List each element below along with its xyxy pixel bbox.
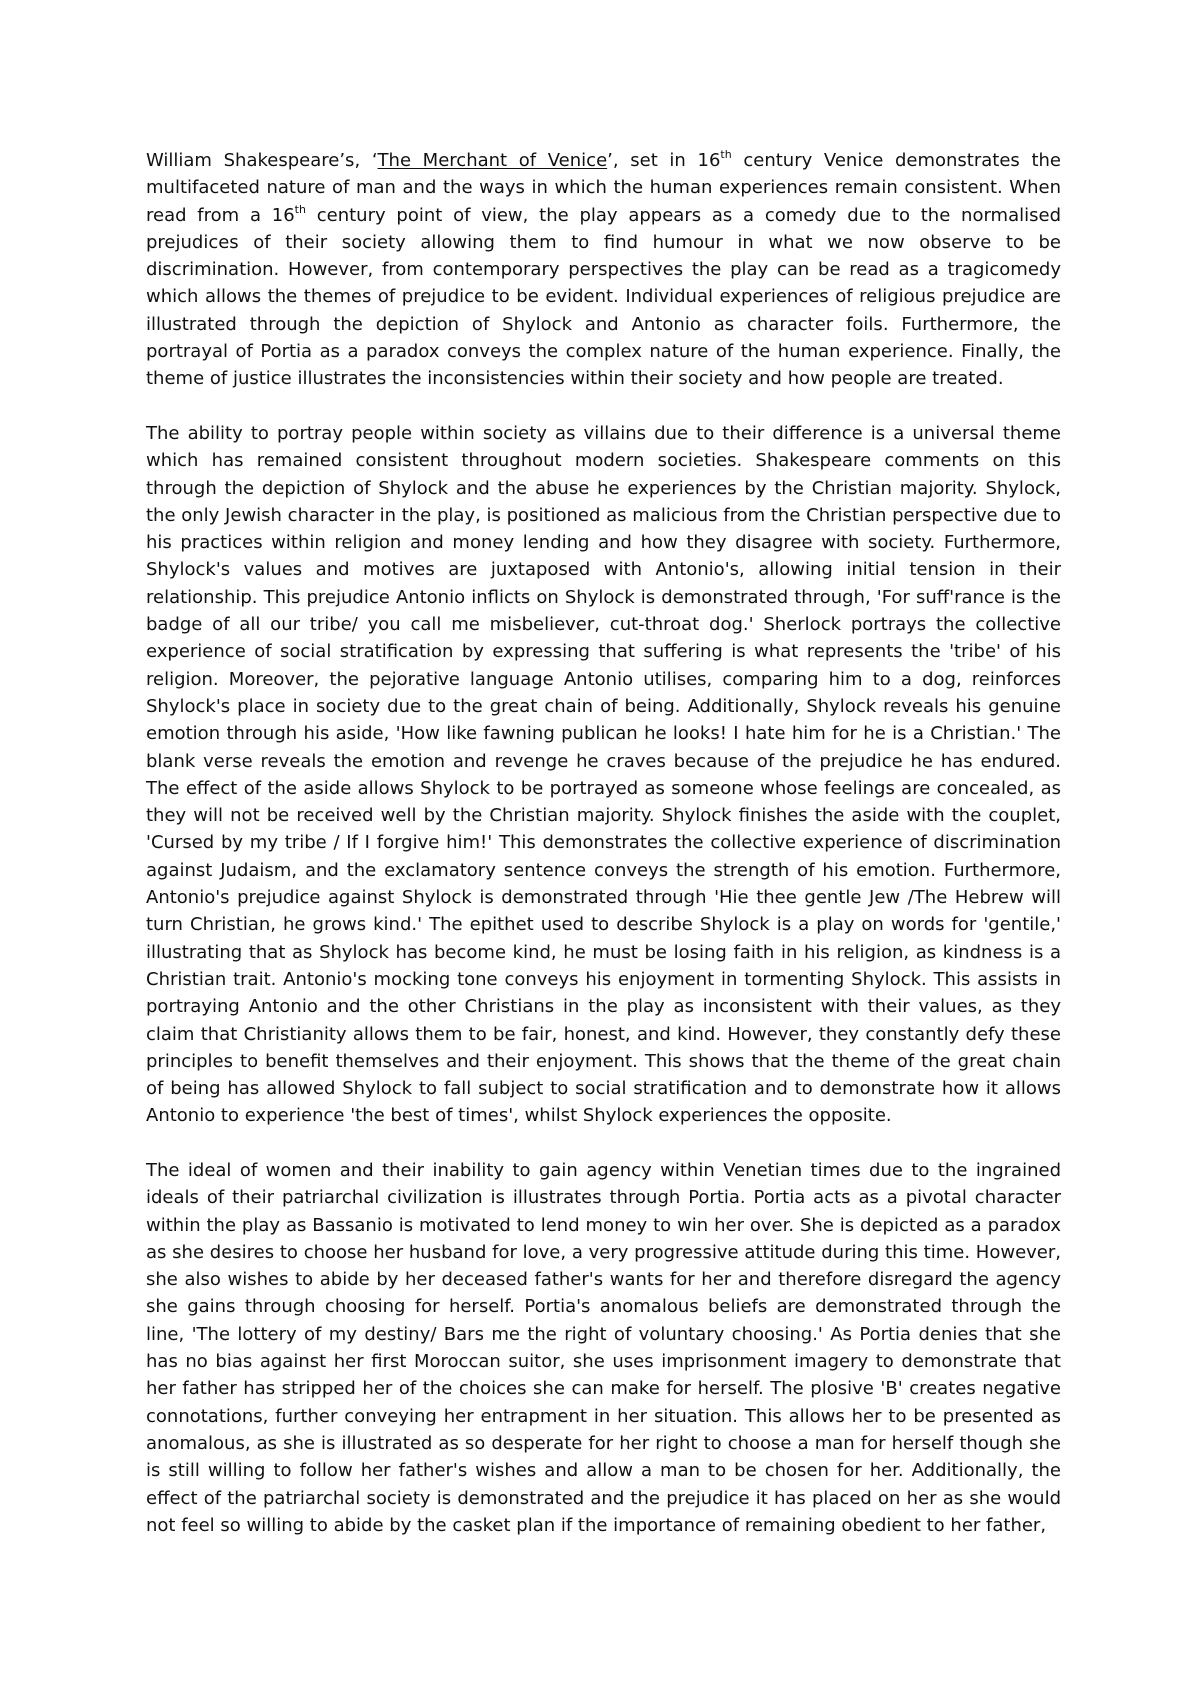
- intro-start-text: William Shakespeare’s, ‘: [146, 150, 378, 171]
- intro-middle-text: century Venice demonstrates the multifaceted nature of man and the ways in which the human experiences remain consistent. When read from a 16: [146, 150, 1061, 226]
- after-title-text: ’, set in 16: [607, 150, 721, 171]
- play-title: The Merchant of Venice: [377, 150, 608, 171]
- essay-body: [146, 147, 1061, 1539]
- paragraph-portia: The ideal of women and their inability to gain agency within Venetian times due to the ingrained ideals of their patriarchal civilization is illustrates through Portia. Portia acts as a pivotal character within the play as Bassanio is motivated to lend money to win her over. She is depicted as a paradox as she desires to choose her husband for love, a very progressive attitude during this time. However, she also wishes to abide by her deceased father's wants for her and therefore disregard the agency she gains through choosing for herself. Portia's anomalous beliefs are demonstrated through the line, 'The lottery of my destiny/ Bars me the right of voluntary choosing.' As Portia denies that she has no bias against her first Moroccan suitor, she uses imprisonment imagery to demonstrate that her father has stripped her of the choices she can make for herself. The plosive 'B' creates negative connotations, further conveying her entrapment in her situation. This allows her to be presented as anomalous, as she is illustrated as so desperate for her right to choose a man for herself though she is still willing to follow her father's wishes and allow a man to be chosen for her. Additionally, the effect of the patriarchal society is demonstrated and the prejudice it has placed on her as she would not feel so willing to abide by the casket plan if the importance of remaining obedient to her father,: [146, 1159, 1061, 1536]
- paragraph-introduction: [146, 147, 1061, 393]
- ordinal-superscript: th: [720, 148, 732, 161]
- intro-rest-text: century point of view, the play appears as a comedy due to the normalised prejudices of their society allowing them to find humour in what we now observe to be discrimination. However, from contemporary perspectives the play can be read as a tragicomedy which allows the themes of prejudice to be evident. Individual experiences of religious prejudice are illustrated through the depiction of Shylock and Antonio as character foils. Furthermore, the portrayal of Portia as a paradox conveys the complex nature of the human experience. Finally, the theme of justice illustrates the inconsistencies within their society and how people are treated.: [146, 204, 1061, 390]
- paragraph-shylock-antonio: The ability to portray people within society as villains due to their difference is a universal theme which has remained consistent throughout modern societies. Shakespeare comments on this through the depiction of Shylock and the abuse he experiences by the Christian majority. Shylock, the only Jewish character in the play, is positioned as malicious from the Christian perspective due to his practices within religion and money lending and how they disagree with society. Furthermore, Shylock's values and motives are juxtaposed with Antonio's, allowing initial tension in their relationship. This prejudice Antonio inflicts on Shylock is demonstrated through, 'For suff'rance is the badge of all our tribe/ you call me misbeliever, cut-throat dog.' Sherlock portrays the collective experience of social stratification by expressing that suffering is what represents the 'tribe' of his religion. Moreover, the pejorative language Antonio utilises, comparing him to a dog, reinforces Shylock's place in society due to the great chain of being. Additionally, Shylock reveals his genuine emotion through his aside, 'How like fawning publican he looks! I hate him for he is a Christian.' The blank verse reveals the emotion and revenge he craves because of the prejudice he has endured. The effect of the aside allows Shylock to be portrayed as someone whose feelings are concealed, as they will not be received well by the Christian majority. Shylock finishes the aside with the couplet, 'Cursed by my tribe / If I forgive him!' This demonstrates the collective experience of discrimination against Judaism, and the exclamatory sentence conveys the strength of his emotion. Furthermore, Antonio's prejudice against Shylock is demonstrated through 'Hie thee gentle Jew /The Hebrew will turn Christian, he grows kind.' The epithet used to describe Shylock is a play on words for 'gentile,' illustrating that as Shylock has become kind, he must be losing faith in his religion, as kindness is a Christian trait. Antonio's mocking tone conveys his enjoyment in tormenting Shylock. This assists in portraying Antonio and the other Christians in the play as inconsistent with their values, as they claim that Christianity allows them to be fair, honest, and kind. However, they constantly defy these principles to benefit themselves and their enjoyment. This shows that the theme of the great chain of being has allowed Shylock to fall subject to social stratification and to demonstrate how it allows Antonio to experience 'the best of times', whilst Shylock experiences the opposite.: [146, 422, 1061, 1127]
- ordinal-superscript: th: [294, 202, 306, 216]
